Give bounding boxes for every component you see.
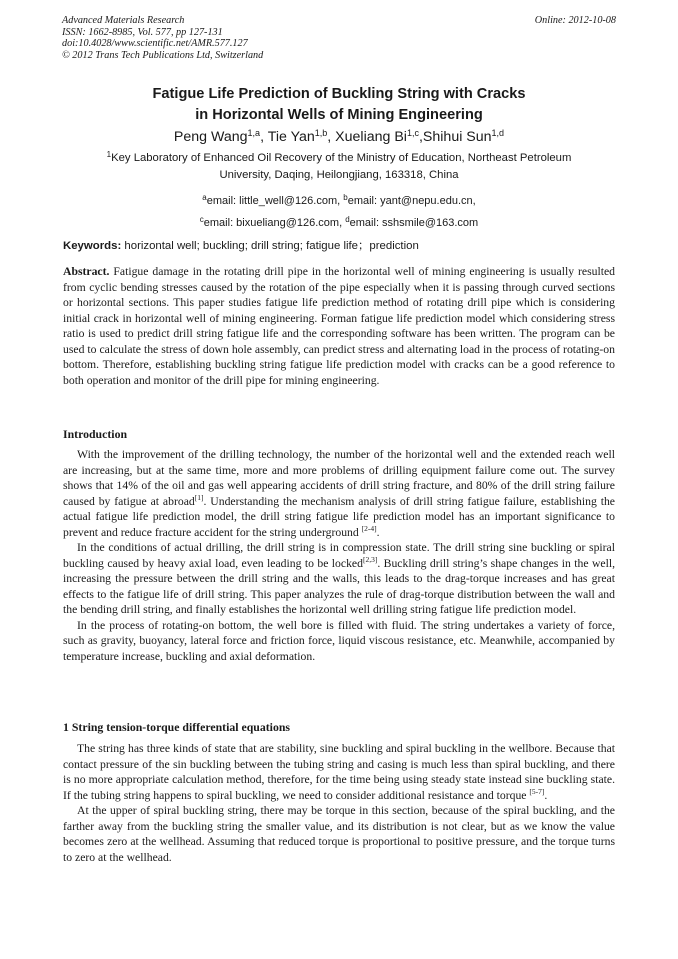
affiliation-line-2: University, Daqing, Heilongjiang, 163318, China [219, 169, 459, 181]
paragraph: In the process of rotating-on bottom, the well bore is filled with fluid. The string undertakes a variety of force, such as gravity, buoyancy, lateral force and friction force, liquid viscous resistance, etc. Meanwhile, accompanied by temperature increase, buckling and axial deformation. [63, 618, 615, 663]
title-line-1: Fatigue Life Prediction of Buckling String with Cracks [152, 86, 526, 102]
journal-name: Advanced Materials Research [62, 15, 185, 26]
paragraph-text: In the conditions of actual drilling, the drill string is in compression state. The drill string sine buckling or spiral buckling caused by heavy axial load, even leading to be locked [63, 541, 615, 570]
email-d: email: sshsmile@163.com [349, 217, 479, 229]
paragraph-text: . [376, 525, 380, 539]
citation: [1] [194, 492, 204, 502]
online-date: Online: 2012-10-08 [534, 15, 616, 26]
author-affil-mark: 1,c [406, 128, 419, 138]
paragraph [63, 741, 615, 803]
affiliation [62, 150, 616, 184]
author-separator: , [418, 129, 423, 145]
citation: [2,3] [362, 554, 378, 564]
author-emails [62, 190, 616, 234]
title-line-2: in Horizontal Wells of Mining Engineering [195, 107, 483, 123]
keywords-label: Keywords: [63, 240, 122, 252]
keywords [63, 239, 617, 254]
paper-title [62, 84, 616, 126]
author-name: Peng Wang [173, 129, 248, 145]
email-b: email: yant@nepu.edu.cn, [347, 195, 476, 207]
journal-issn: ISSN: 1662-8985, Vol. 577, pp 127-131 [62, 26, 223, 38]
citation: [5-7] [529, 786, 545, 796]
paragraph-text: . Buckling drill string’s shape changes in the well, increasing the pressure between the drill string and the walls, this leads to the drag-torque increases and has great effects to the fatigue life of drill string. This paper analyzes the rule of drag-torque distribution between the wall and the bending drill string, and finally establishes the horizontal well drilling string fatigue life prediction model. [63, 556, 615, 616]
paragraph-text: . [544, 788, 548, 802]
email-mark: a [202, 193, 207, 202]
section-1-body [63, 741, 615, 865]
email-mark: c [199, 215, 204, 224]
paragraph [63, 540, 615, 618]
affiliation-mark: 1 [106, 150, 112, 159]
email-c: email: bixueliang@126.com, [203, 217, 343, 229]
citation: [2-4] [361, 523, 377, 533]
journal-doi: doi:10.4028/www.scientific.net/AMR.577.127 [62, 38, 248, 50]
author-name: Tie Yan [267, 129, 315, 145]
paragraph: At the upper of spiral buckling string, there may be torque in this section, because of the spiral buckling, and the farther away from the buckling string the smaller value, and its distribution is not clear, but as we know the value becomes zero at the wellhead. Assuming that reduced torque is proportional to positive pressure, and the torque turns to zero at the wellhead. [63, 804, 615, 864]
author-affil-mark: 1,a [247, 128, 261, 138]
author-separator: , [260, 129, 268, 145]
author-affil-mark: 1,d [491, 128, 505, 138]
email-mark: d [345, 215, 350, 224]
section-1-heading: 1 String tension-torque differential equations [63, 720, 290, 734]
paragraph-text: The string has three kinds of state that are stability, sine buckling and spiral buckling in the wellbore. Because that contact pressure of the sin buckling between the tubing string and casing is much less than spiral buckling, and there is no more appropriate calculation method, therefore, for the time being using steady state instead sine buckling state. If the tubing string happens to spiral buckling, we need to consider additional resistance and torque [63, 742, 615, 802]
paragraph [63, 447, 615, 540]
author-separator: , [327, 129, 336, 145]
author-affil-mark: 1,b [314, 128, 328, 138]
author-name: Shihui Sun [422, 129, 492, 145]
paragraph-text: . Understanding the mechanism analysis of drill string fatigue failure, establishing the actual fatigue life prediction model, the drill string fatigue life prediction model has an important significance to prevent and reduce fracture accident for the string underground [63, 494, 615, 539]
journal-copyright: © 2012 Trans Tech Publications Ltd, Switzerland [62, 49, 264, 61]
abstract [63, 264, 615, 388]
introduction-heading: Introduction [63, 427, 128, 441]
author-name: Xueliang Bi [335, 129, 407, 145]
author-list [62, 127, 616, 147]
affiliation-line-1: Key Laboratory of Enhanced Oil Recovery of the Ministry of Education, Northeast Petroleum [111, 152, 572, 164]
abstract-text: Fatigue damage in the rotating drill pipe in the horizontal well of mining engineering is usually resulted from cyclic bending stresses caused by the rotation of the pipe especially when it is passing through curved sections or horizontal sections. This paper studies fatigue life prediction method of rotating drill pipe which is considering initial crack in horizontal well of mining engineering. Forman fatigue life prediction model which considering stress ratio is used to predict drill string fatigue life and the corresponding software has been written. The program can be used to calculate the stress of down hole assembly, can predict stress and alternating load in the process of rotating-on bottom. Therefore, establishing buckling string fatigue life prediction model with cracks can be a good reference to both operation and monitor of the drill pipe for mining engineering. [63, 265, 615, 387]
introduction-body [63, 447, 615, 664]
journal-header [62, 15, 616, 61]
email-mark: b [343, 193, 348, 202]
keywords-text: horizontal well; buckling; drill string; fatigue life；prediction [121, 240, 419, 252]
paragraph-text: With the improvement of the drilling technology, the number of the horizontal well and the extended reach well are increasing, but at the same time, more and more problems of drilling equipment failure come out. The survey shows that 14% of the oil and gas well appearing accidents of drill string fracture, and 80% of the drill string failure caused by fatigue at abroad [63, 448, 615, 508]
email-a: email: little_well@126.com, [206, 195, 341, 207]
abstract-label: Abstract. [63, 265, 110, 278]
